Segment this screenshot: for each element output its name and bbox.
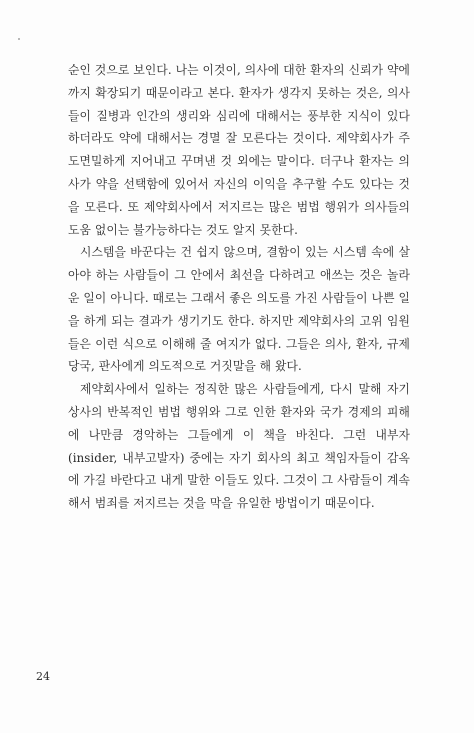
scan-mark (18, 38, 20, 40)
paragraph-2: 시스템을 바꾼다는 건 쉽지 않으며, 결함이 있는 시스템 속에 살아야 하는 사람들이 그 안에서 최선을 다하려고 애쓰는 것은 놀라운 일이 아니다. 때로는 그래서 좋은 의도를 가진 사람들이 나쁜 일을 하게 되는 결과가 생기기도 한다. 하지만 제약회사의 고위 임원들은 이런 식으로 이해해 줄 여지가 없다. 그들은 의사, 환자, 규제당국, 판사에게 의도적으로 거짓말을 해 왔다. (68, 245, 410, 374)
paragraph-1: 순인 것으로 보인다. 나는 이것이, 의사에 대한 환자의 신뢰가 약에까지 확장되기 때문이라고 본다. 환자가 생각지 못하는 것은, 의사들이 질병과 인간의 생리와 심리에 대해서는 풍부한 지식이 있다 하더라도 약에 대해서는 경멸 잘 모른다는 것이다. 제약회사가 주도면밀하게 지어내고 꾸며낸 것 외에는 말이다. 더구나 환자는 의사가 약을 선택함에 있어서 자신의 이익을 추구할 수도 있다는 것을 모른다. 또 제약회사에서 저지르는 많은 범법 행위가 의사들의 도움 없이는 불가능하다는 것도 알지 못한다. (68, 63, 410, 237)
paragraph-3: 제약회사에서 일하는 정직한 많은 사람들에게, 다시 말해 자기 상사의 반복적인 범법 행위와 그로 인한 환자와 국가 경제의 피해에 나만큼 경악하는 그들에게 이 책을 바친다. 그런 내부자(insider, 내부고발자) 중에는 자기 회사의 최고 책임자들이 감옥에 가길 바란다고 내게 말한 이들도 있다. 그것이 그 사람들이 계속해서 범죄를 저지르는 것을 막을 유일한 방법이기 때문이다. (68, 382, 410, 511)
body-text (68, 59, 410, 515)
page-number: 24 (36, 670, 50, 683)
